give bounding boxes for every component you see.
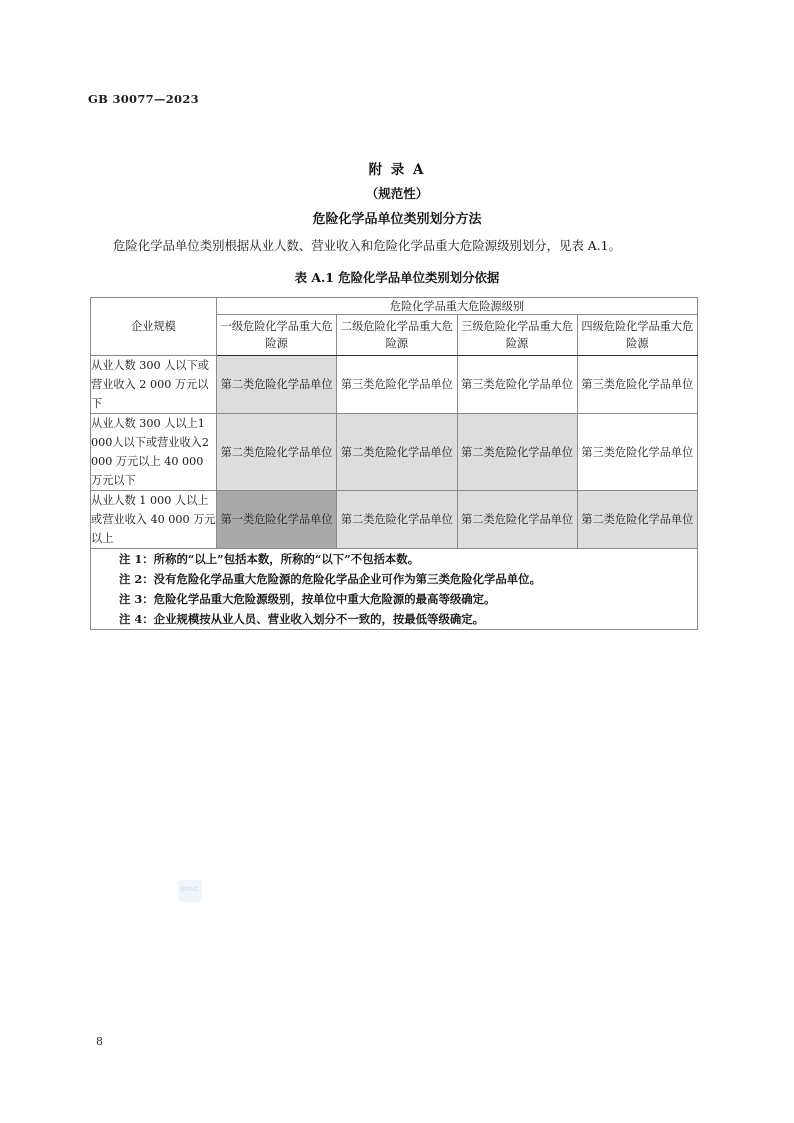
header-level-2: 二级危险化学品重大危险源	[337, 315, 457, 356]
running-header-standard-number: GB 30077—2023	[88, 92, 199, 106]
classification-table-wrapper	[90, 297, 698, 630]
row-1-cell-1: 第二类危险化学品单位	[337, 414, 457, 491]
classification-table	[90, 297, 698, 630]
table-row	[91, 414, 698, 491]
row-1-cell-0: 第二类危险化学品单位	[217, 414, 337, 491]
table-note-1: 注 1：所称的“以上”包括本数，所称的“以下”不包括本数。	[119, 552, 420, 566]
table-body	[91, 356, 698, 630]
watermark-label: smc	[180, 884, 198, 893]
watermark-box	[178, 880, 202, 902]
header-hazard-source-level-group: 危险化学品重大危险源级别	[217, 298, 698, 315]
table-note-2: 注 2：没有危险化学品重大危险源的危险化学品企业可作为第三类危险化学品单位。	[119, 572, 541, 586]
header-enterprise-scale: 企业规模	[91, 298, 217, 356]
table-row	[91, 491, 698, 549]
row-1-cell-2: 第二类危险化学品单位	[457, 414, 577, 491]
row-scope-label: 从业人数 300 人以上1 000人以下或营业收入2 000 万元以上 40 000 万元以下	[91, 414, 217, 491]
row-0-cell-0: 第二类危险化学品单位	[217, 356, 337, 414]
row-2-cell-3: 第二类危险化学品单位	[577, 491, 697, 549]
row-2-cell-2: 第二类危险化学品单位	[457, 491, 577, 549]
watermark-logo	[178, 880, 202, 904]
row-0-cell-1: 第三类危险化学品单位	[337, 356, 457, 414]
table-head	[91, 298, 698, 356]
annex-subtitle: （规范性）	[365, 186, 429, 201]
row-0-cell-2: 第三类危险化学品单位	[457, 356, 577, 414]
table-notes-cell	[91, 549, 698, 630]
row-2-cell-0: 第一类危险化学品单位	[217, 491, 337, 549]
row-1-cell-3: 第三类危险化学品单位	[577, 414, 697, 491]
row-0-cell-3: 第三类危险化学品单位	[577, 356, 697, 414]
intro-paragraph: 危险化学品单位类别根据从业人数、营业收入和危险化学品重大危险源级别划分，见表 A.1。	[113, 238, 621, 253]
annex-title: 附 录 A	[368, 162, 426, 178]
annex-name: 危险化学品单位类别划分方法	[312, 212, 482, 227]
table-row	[91, 356, 698, 414]
header-level-3: 三级危险化学品重大危险源	[457, 315, 577, 356]
table-notes-row	[91, 549, 698, 630]
table-caption: 表 A.1 危险化学品单位类别划分依据	[294, 270, 500, 285]
row-2-cell-1: 第二类危险化学品单位	[337, 491, 457, 549]
header-level-4: 四级危险化学品重大危险源	[577, 315, 697, 356]
page-number: 8	[96, 1035, 103, 1048]
table-note-4: 注 4：企业规模按从业人员、营业收入划分不一致的，按最低等级确定。	[119, 612, 485, 626]
header-level-1: 一级危险化学品重大危险源	[217, 315, 337, 356]
row-scope-label: 从业人数 300 人以下或营业收入 2 000 万元以下	[91, 356, 217, 414]
table-header-row-group	[91, 298, 698, 315]
row-scope-label: 从业人数 1 000 人以上或营业收入 40 000 万元以上	[91, 491, 217, 549]
table-note-3: 注 3：危险化学品重大危险源级别，按单位中重大危险源的最高等级确定。	[119, 592, 496, 606]
